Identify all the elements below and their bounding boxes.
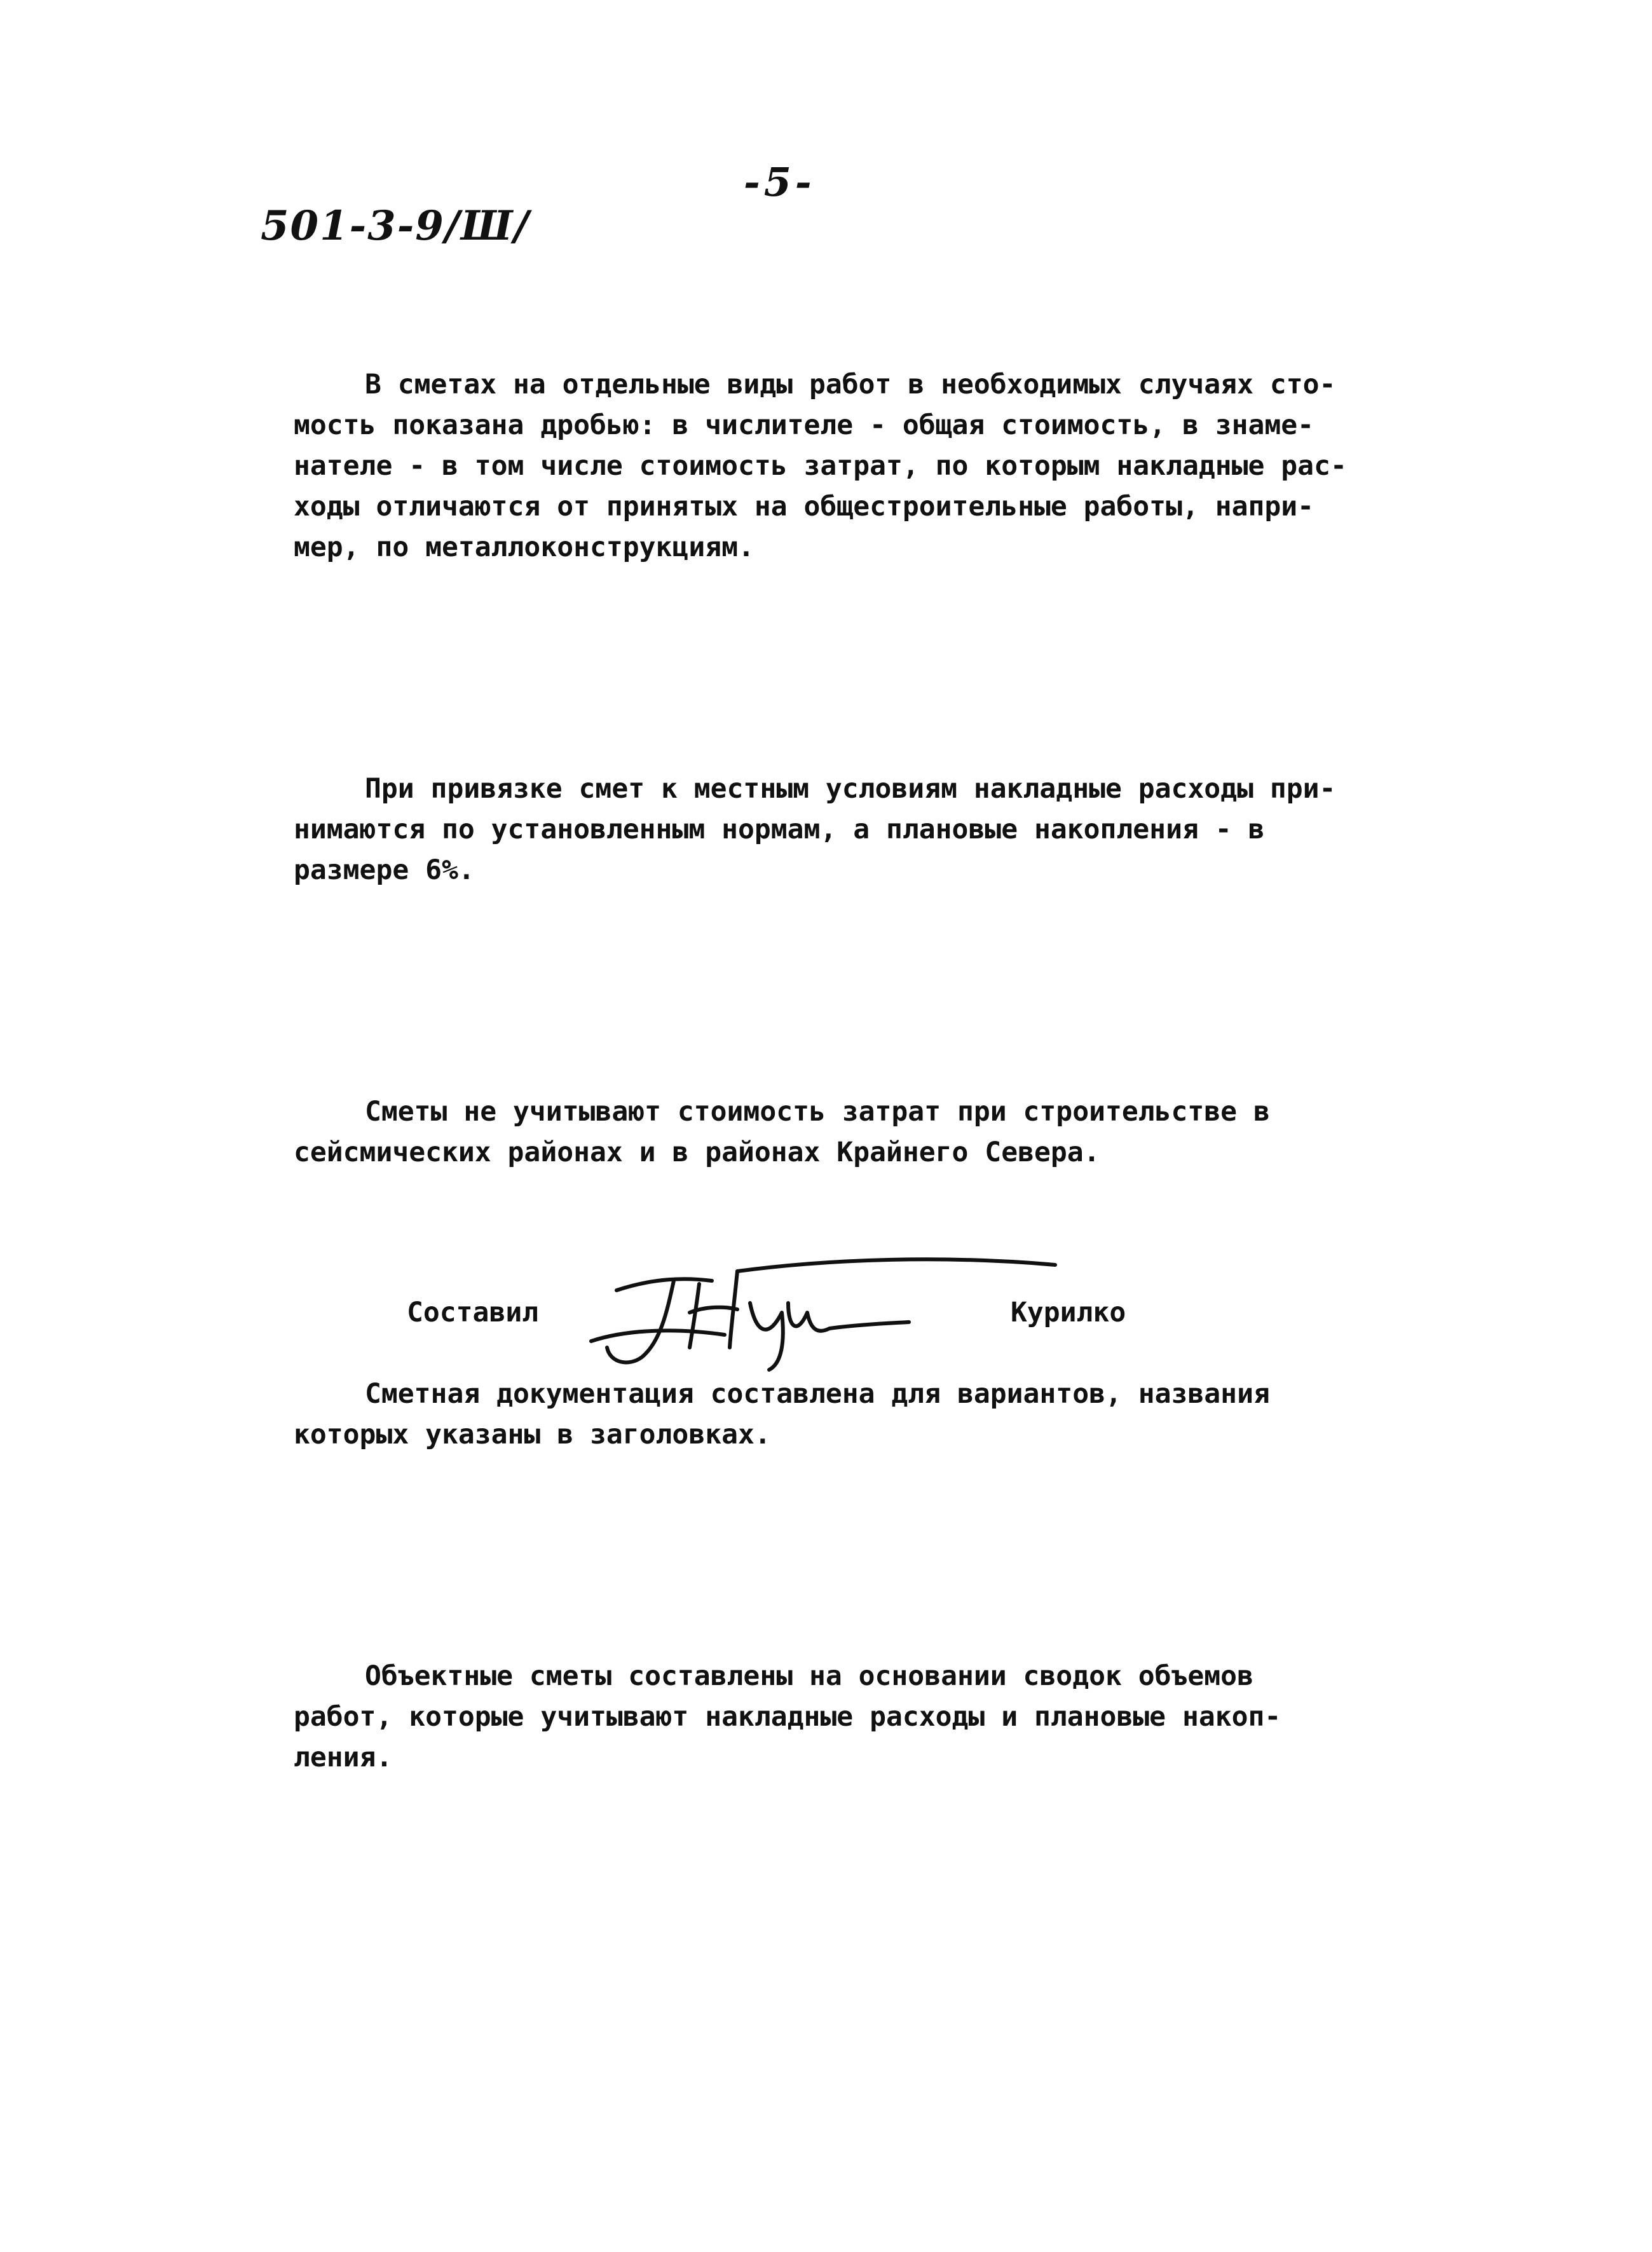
text-line: Объектные сметы составлены на основании сводок объемов (365, 1660, 1253, 1692)
text-line: работ, которые учитывают накладные расходы и плановые накоп- (294, 1701, 1281, 1733)
paragraph-2 (294, 687, 1451, 972)
signature-label: Составил (407, 1297, 539, 1328)
text-line: нимаются по установленным нормам, а плановые накопления - в (294, 814, 1265, 845)
text-line: мость показана дробью: в числителе - общая стоимость, в знаме- (294, 409, 1314, 441)
text-line: ходы отличаются от принятых на общестроительные работы, напри- (294, 491, 1314, 522)
page-number: -5- (744, 159, 816, 205)
text-line: сейсмических районах и в районах Крайнего Севера. (294, 1136, 1100, 1168)
text-line: ления. (294, 1742, 393, 1773)
document-code: 501-3-9/Ш/ (261, 202, 530, 250)
text-line: При привязке смет к местным условиям накладные расходы при- (365, 773, 1336, 805)
paragraph-3 (294, 1010, 1451, 1254)
text-line: мер, по металлоконструкциям. (294, 531, 754, 563)
paragraph-5 (294, 1574, 1451, 1859)
signature-name: Курилко (1011, 1297, 1126, 1328)
body-text (294, 283, 1451, 1897)
text-line: нателе - в том числе стоимость затрат, по которым накладные рас- (294, 450, 1347, 482)
text-line: которых указаны в заголовках. (294, 1419, 771, 1450)
text-line: Сметная документация составлена для вариантов, названия (365, 1378, 1270, 1410)
paragraph-1 (294, 283, 1451, 649)
text-line: Сметы не учитывают стоимость затрат при строительстве в (365, 1096, 1270, 1128)
text-line: размере 6%. (294, 854, 475, 886)
text-line: В сметах на отдельные виды работ в необходимых случаях сто- (365, 369, 1336, 400)
signature-block (407, 1246, 1233, 1373)
